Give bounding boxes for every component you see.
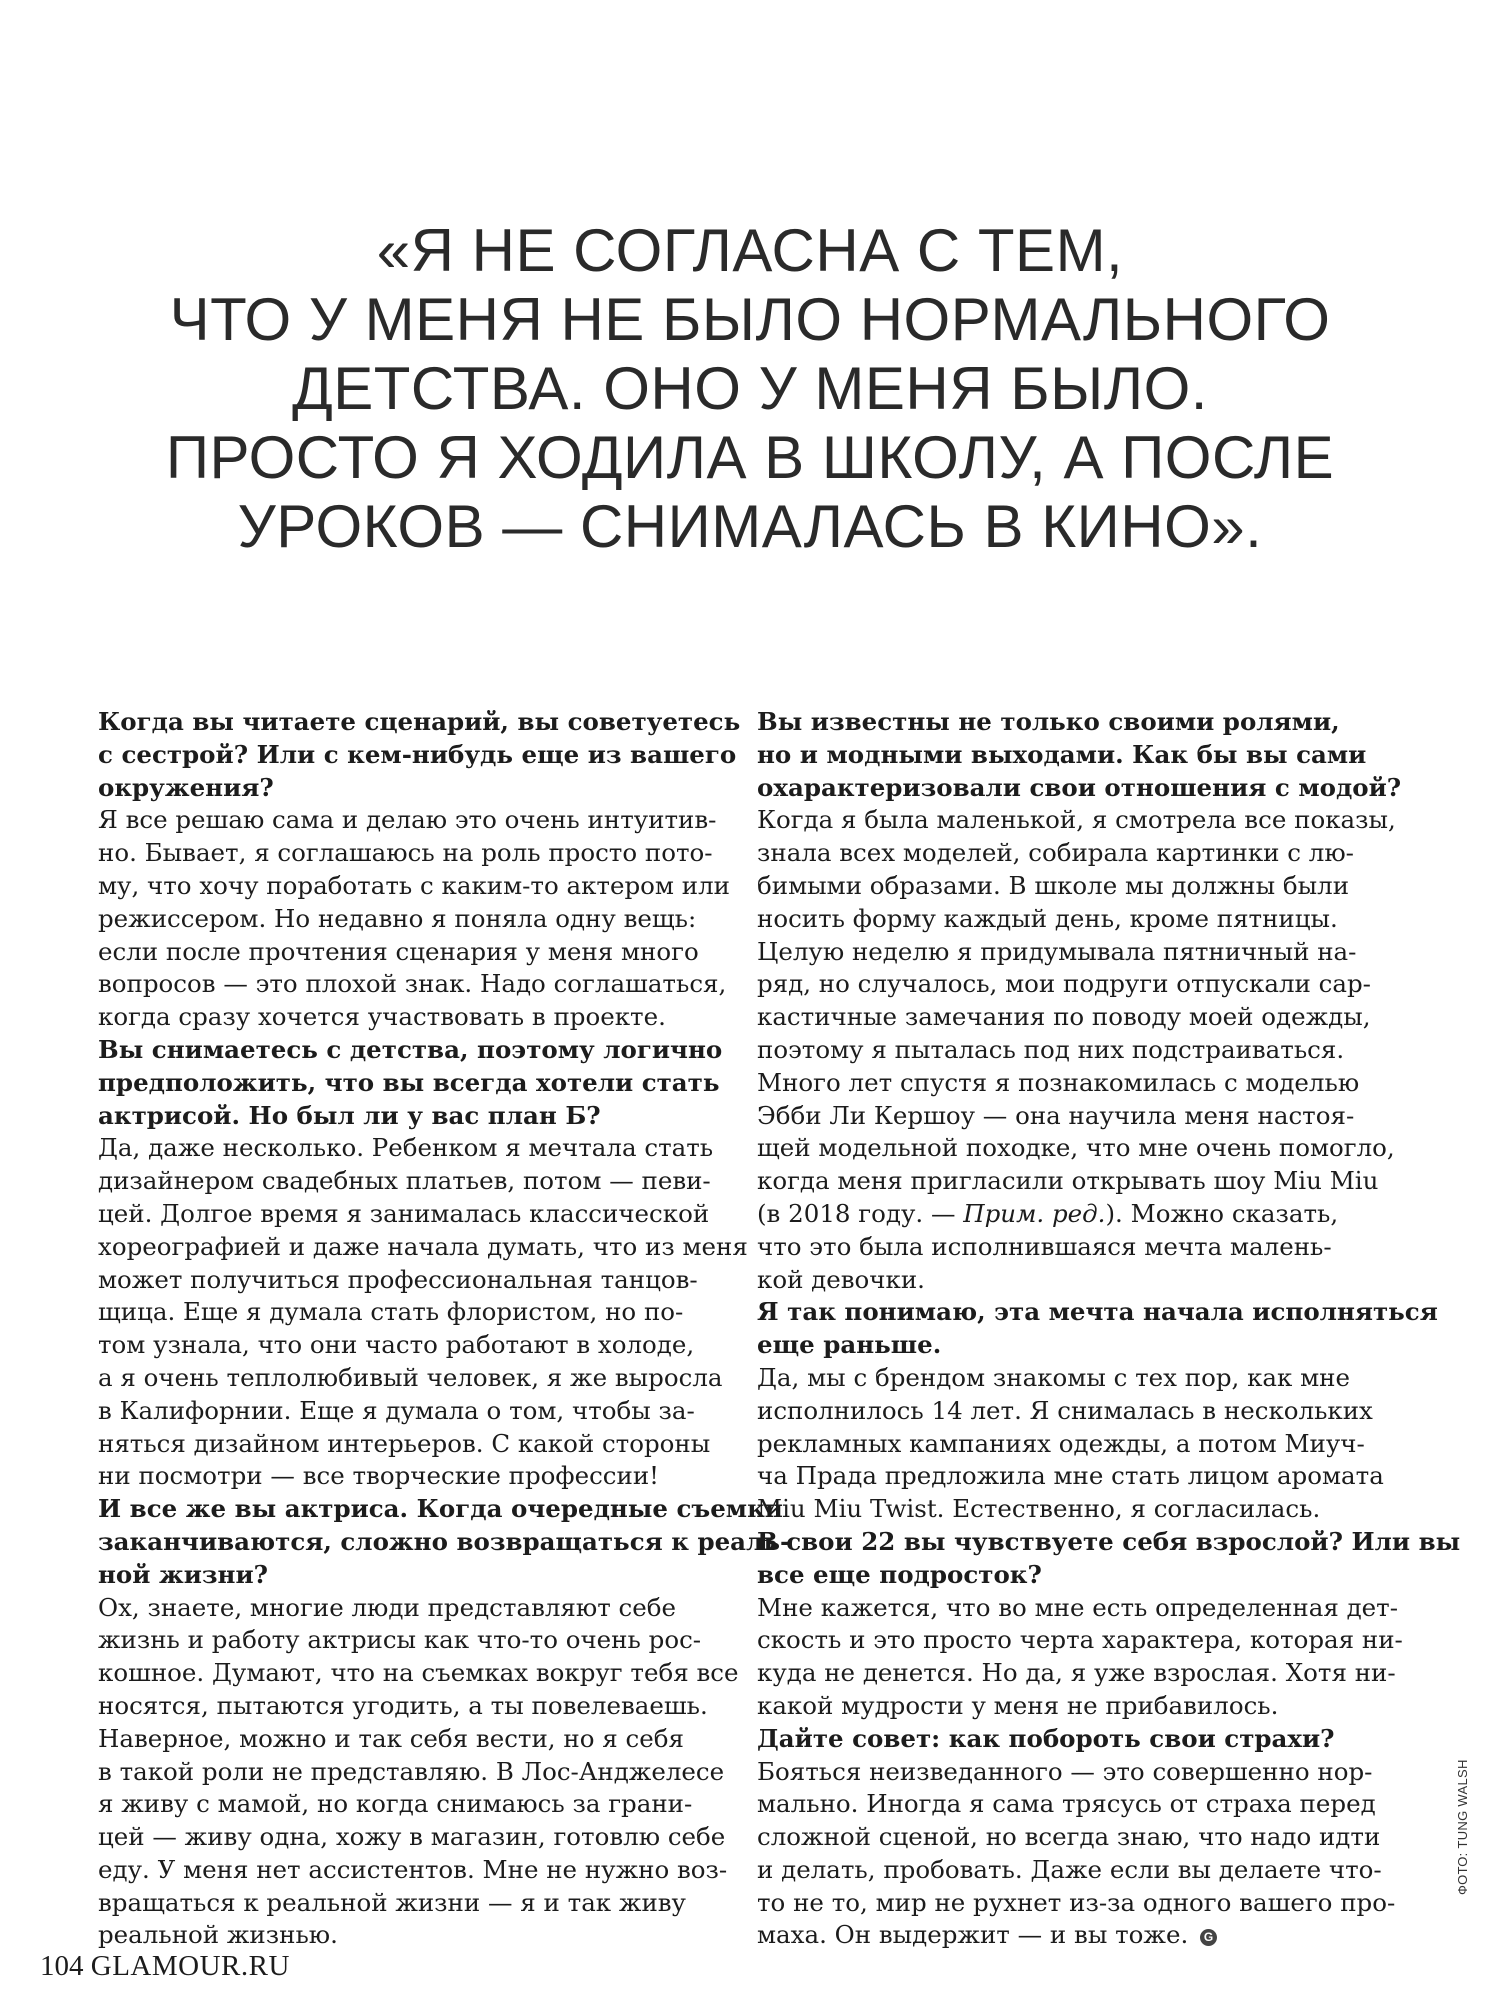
question-line: окружения?: [98, 772, 274, 802]
answer-line: том узнала, что они часто работают в холоде,: [98, 1330, 695, 1360]
question-line: Вы известны не только своими ролями,: [757, 707, 1340, 736]
answer-line: цей. Долгое время я занималась классической: [98, 1198, 710, 1228]
answer-line: реальной жизнью.: [98, 1920, 338, 1950]
answer-line: поэтому я пыталась под них подстраиваться.: [757, 1034, 1345, 1064]
answer-line: когда меня пригласили открывать шоу Miu Miu: [757, 1166, 1379, 1196]
answer-line: Я все решаю сама и делаю это очень интуитив-: [98, 805, 717, 835]
answer-line: Много лет спустя я познакомилась с моделью: [757, 1067, 1360, 1097]
answer-line: еду. У меня нет ассистентов. Мне не нужно воз-: [98, 1854, 728, 1884]
answer-line: какой мудрости у меня не прибавилось.: [757, 1690, 1279, 1720]
answer-line: Да, даже несколько. Ребенком я мечтала стать: [98, 1133, 714, 1163]
answer-line: кой девочки.: [757, 1264, 925, 1294]
pull-quote-line: ДЕТСТВА. ОНО У МЕНЯ БЫЛО.: [292, 355, 1208, 422]
answer-line: ча Прада предложила мне стать лицом аромата: [757, 1461, 1384, 1491]
article-column-right: [757, 706, 1461, 1952]
answer-line: носить форму каждый день, кроме пятницы.: [757, 903, 1338, 933]
answer-line: носятся, пытаются угодить, а ты повелеваешь.: [98, 1690, 708, 1720]
photo-credit: ФОТО: TUNG WALSH: [1455, 1759, 1470, 1895]
answer-line: жизнь и работу актрисы как что-то очень рос-: [98, 1625, 702, 1655]
question-line: Я так понимаю, эта мечта начала исполняться: [757, 1297, 1438, 1327]
answer-line: няться дизайном интерьеров. С какой стороны: [98, 1428, 711, 1458]
answer-line: в такой роли не представляю. В Лос-Анджелесе: [98, 1756, 725, 1786]
answer-line: знала всех моделей, собирала картинки с лю-: [757, 838, 1354, 868]
editor-note: Прим. ред.: [963, 1198, 1106, 1228]
question-line: Когда вы читаете сценарий, вы советуетесь: [98, 707, 741, 736]
answer-line: если после прочтения сценария у меня много: [98, 936, 699, 966]
answer-line: Да, мы с брендом знакомы с тех пор, как мне: [757, 1362, 1351, 1392]
answer-line: Эбби Ли Кершоу — она научила меня настоя-: [757, 1100, 1355, 1130]
answer-line: а я очень теплолюбивый человек, я же выросла: [98, 1362, 723, 1392]
end-mark-icon: G: [1200, 1929, 1217, 1946]
answer-line: в Калифорнии. Еще я думала о том, чтобы за-: [98, 1395, 695, 1425]
answer-line: цей — живу одна, хожу в магазин, готовлю себе: [98, 1822, 726, 1852]
question-line: все еще подросток?: [757, 1559, 1042, 1589]
answer-line: Когда я была маленькой, я смотрела все показы,: [757, 805, 1396, 835]
answer-text: (в 2018 году. —: [757, 1198, 956, 1228]
answer-line: ряд, но случалось, мои подруги отпускали сар-: [757, 969, 1371, 999]
answer-line: когда сразу хочется участвовать в проекте.: [98, 1002, 666, 1032]
answer-line: дизайнером свадебных платьев, потом — певи-: [98, 1166, 711, 1196]
answer-line: но. Бывает, я соглашаюсь на роль просто пото-: [98, 838, 713, 868]
answer-line: Наверное, можно и так себя вести, но я себя: [98, 1723, 684, 1753]
pull-quote-line: ПРОСТО Я ХОДИЛА В ШКОЛУ, А ПОСЛЕ: [165, 424, 1335, 491]
answer-line: то не то, мир не рухнет из-за одного вашего про-: [757, 1887, 1396, 1917]
article-column-left: [98, 706, 791, 1952]
answer-line: кастичные замечания по поводу моей одежды,: [757, 1002, 1371, 1032]
pull-quote: [60, 216, 1440, 561]
question-line: с сестрой? Или с кем-нибудь еще из вашего: [98, 739, 737, 769]
answer-line: бимыми образами. В школе мы должны были: [757, 870, 1350, 900]
answer-line: Мне кажется, что во мне есть определенная дет-: [757, 1592, 1398, 1622]
answer-line: хореографией и даже начала думать, что из меня: [98, 1231, 748, 1261]
question-line: еще раньше.: [757, 1330, 942, 1360]
answer-line: щей модельной походке, что мне очень помогло,: [757, 1133, 1395, 1163]
answer-line: Целую неделю я придумывала пятничный на-: [757, 936, 1357, 966]
answer-text: ). Можно сказать,: [1105, 1198, 1339, 1228]
answer-line: режиссером. Но недавно я поняла одну вещь:: [98, 903, 697, 933]
answer-line: я живу с мамой, но когда снимаюсь за грани-: [98, 1789, 693, 1819]
answer-line: может получиться профессиональная танцов-: [98, 1264, 698, 1294]
answer-line: и делать, пробовать. Даже если вы делаете что-: [757, 1854, 1382, 1884]
answer-line: что это была исполнившаяся мечта малень-: [757, 1231, 1332, 1261]
question-line: В свои 22 вы чувствуете себя взрослой? Или вы: [757, 1526, 1461, 1556]
answer-line: мально. Иногда я сама трясусь от страха перед: [757, 1789, 1376, 1819]
answer-line: кошное. Думают, что на съемках вокруг тебя все: [98, 1658, 739, 1688]
answer-line: му, что хочу поработать с каким-то актером или: [98, 870, 730, 900]
answer-line: Бояться неизведанного — это совершенно нор-: [757, 1756, 1373, 1786]
answer-line: исполнилось 14 лет. Я снималась в нескольких: [757, 1395, 1373, 1425]
question-line: И все же вы актриса. Когда очередные съемки: [98, 1494, 783, 1524]
page-footer: [40, 1950, 290, 1983]
question-line: Дайте совет: как побороть свои страхи?: [757, 1723, 1335, 1753]
pull-quote-line: ЧТО У МЕНЯ НЕ БЫЛО НОРМАЛЬНОГО: [169, 286, 1331, 353]
answer-line: Ох, знаете, многие люди представляют себе: [98, 1592, 677, 1622]
question-line: заканчиваются, сложно возвращаться к реаль-: [98, 1526, 791, 1556]
answer-line: [757, 1919, 1369, 1952]
page-number: 104: [40, 1950, 84, 1982]
question-line: предположить, что вы всегда хотели стать: [98, 1067, 720, 1097]
answer-line: ни посмотри — все творческие профессии!: [98, 1461, 660, 1491]
answer-line: скость и это просто черта характера, которая ни-: [757, 1625, 1403, 1655]
site-name: GLAMOUR.RU: [90, 1950, 290, 1982]
question-line: охарактеризовали свои отношения с модой?: [757, 772, 1402, 802]
pull-quote-line: УРОКОВ — СНИМАЛАСЬ В КИНО».: [237, 493, 1263, 560]
answer-line: сложной сценой, но всегда знаю, что надо идти: [757, 1822, 1381, 1852]
answer-line: [757, 1198, 1369, 1231]
answer-line: щица. Еще я думала стать флористом, но по-: [98, 1297, 684, 1327]
answer-line: рекламных кампаниях одежды, а потом Миуч-: [757, 1428, 1365, 1458]
answer-line: Miu Miu Twist. Естественно, я согласилась.: [757, 1494, 1321, 1524]
answer-line: куда не денется. Но да, я уже взрослая. Хотя ни-: [757, 1658, 1396, 1688]
question-line: актрисой. Но был ли у вас план Б?: [98, 1100, 601, 1130]
answer-line: вращаться к реальной жизни — я и так живу: [98, 1887, 686, 1917]
answer-text: маха. Он выдержит — и вы тоже.: [757, 1920, 1189, 1950]
question-line: Вы снимаетесь с детства, поэтому логично: [98, 1034, 723, 1064]
pull-quote-line: «Я НЕ СОГЛАСНА С ТЕМ,: [376, 217, 1124, 284]
question-line: ной жизни?: [98, 1559, 268, 1589]
answer-line: вопросов — это плохой знак. Надо соглашаться,: [98, 969, 727, 999]
question-line: но и модными выходами. Как бы вы сами: [757, 739, 1367, 769]
